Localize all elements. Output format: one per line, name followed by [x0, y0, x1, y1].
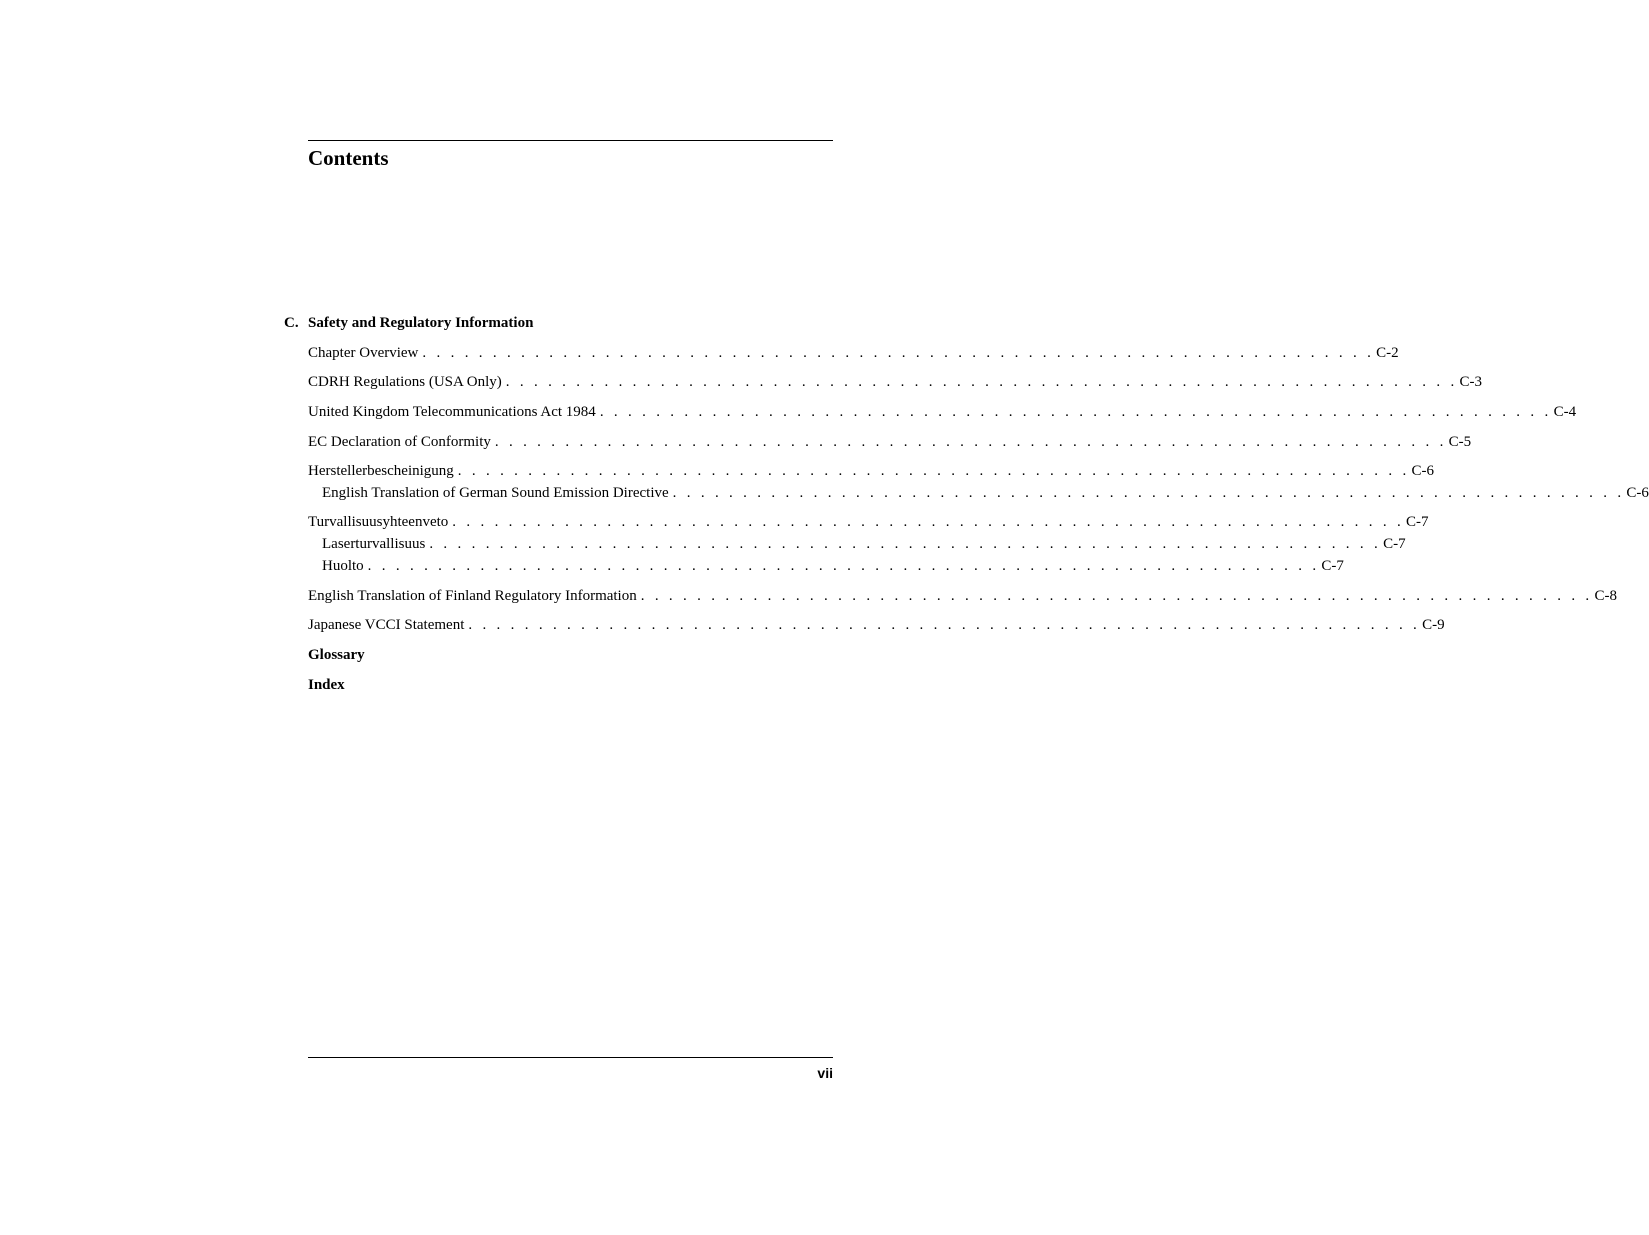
toc-entry-herstellerbescheinigung[interactable]	[308, 462, 1435, 480]
toc-entry-finland-regulatory[interactable]	[308, 587, 1617, 605]
dot-leader: . . . . . . . . . . . . . . . . . . . . . . . . . . . . . . . . . . . . . . . . . . . . . . . . . . . . . . . . . . . . . . . . . . . .	[457, 463, 1410, 479]
toc-entry-label: Laserturvallisuus	[322, 536, 426, 552]
toc-entry-uk-telecommunications-act[interactable]	[308, 403, 1577, 421]
dot-leader: . . . . . . . . . . . . . . . . . . . . . . . . . . . . . . . . . . . . . . . . . . . . . . . . . . . . . . . . . . . . . . . . . . . .	[367, 558, 1320, 574]
toc-entry-huolto[interactable]	[322, 557, 1344, 575]
toc-entry-label: Turvallisuusyhteenveto	[308, 514, 449, 530]
toc-entry-cdrh-regulations[interactable]	[308, 373, 1483, 391]
dot-leader: . . . . . . . . . . . . . . . . . . . . . . . . . . . . . . . . . . . . . . . . . . . . . . . . . . . . . . . . . . . . . . . . . . . .	[422, 345, 1375, 361]
toc-entry-label: Huolto	[322, 558, 364, 574]
dot-leader: . . . . . . . . . . . . . . . . . . . . . . . . . . . . . . . . . . . . . . . . . . . . . . . . . . . . . . . . . . . . . . . . . . . .	[599, 404, 1552, 420]
chapter-heading[interactable]	[284, 314, 533, 332]
toc-entry-page: C-3	[1459, 374, 1483, 390]
toc-entry-label: EC Declaration of Conformity	[308, 434, 491, 450]
chapter-letter: C.	[284, 315, 299, 331]
top-rule	[308, 140, 833, 141]
dot-leader: . . . . . . . . . . . . . . . . . . . . . . . . . . . . . . . . . . . . . . . . . . . . . . . . . . . . . . . . . . . . . . . . . . . .	[452, 514, 1405, 530]
bottom-rule	[308, 1057, 833, 1058]
page-title: Contents	[308, 146, 389, 170]
toc-entry-index[interactable]: Index	[308, 677, 345, 693]
dot-leader: . . . . . . . . . . . . . . . . . . . . . . . . . . . . . . . . . . . . . . . . . . . . . . . . . . . . . . . . . . . . . . . . . . . .	[429, 536, 1382, 552]
dot-leader: . . . . . . . . . . . . . . . . . . . . . . . . . . . . . . . . . . . . . . . . . . . . . . . . . . . . . . . . . . . . . . . . . . . .	[505, 374, 1458, 390]
toc-entry-page: C-8	[1594, 588, 1617, 604]
toc-entry-ec-declaration[interactable]	[308, 433, 1472, 451]
page-number: vii	[817, 1065, 833, 1081]
toc-entry-chapter-overview[interactable]	[308, 344, 1399, 362]
toc-entry-page: C-9	[1422, 617, 1445, 633]
toc-entry-page: C-5	[1448, 434, 1472, 450]
toc-entry-german-sound-emission[interactable]	[322, 484, 1649, 502]
toc-entry-page: C-6	[1626, 485, 1649, 501]
toc-entry-label: Chapter Overview	[308, 345, 419, 361]
toc-entry-glossary[interactable]: Glossary	[308, 647, 365, 663]
toc-entry-page: C-2	[1376, 345, 1399, 361]
toc-entry-page: C-6	[1411, 463, 1435, 479]
toc-entry-page: C-4	[1553, 404, 1577, 420]
dot-leader: . . . . . . . . . . . . . . . . . . . . . . . . . . . . . . . . . . . . . . . . . . . . . . . . . . . . . . . . . . . . . . . . . . . .	[672, 485, 1625, 501]
toc-entry-page: C-7	[1406, 514, 1429, 530]
chapter-title: Safety and Regulatory Information	[308, 315, 534, 331]
toc-entry-label: United Kingdom Telecommunications Act 1984	[308, 404, 596, 420]
dot-leader: . . . . . . . . . . . . . . . . . . . . . . . . . . . . . . . . . . . . . . . . . . . . . . . . . . . . . . . . . . . . . . . . . . . .	[468, 617, 1421, 633]
toc-entry-page: C-7	[1383, 536, 1406, 552]
toc-entry-label: Japanese VCCI Statement	[308, 617, 465, 633]
toc-entry-turvallisuusyhteenveto[interactable]	[308, 513, 1429, 531]
toc-entry-label: English Translation of Finland Regulatory Information	[308, 588, 637, 604]
dot-leader: . . . . . . . . . . . . . . . . . . . . . . . . . . . . . . . . . . . . . . . . . . . . . . . . . . . . . . . . . . . . . . . . . . . .	[640, 588, 1593, 604]
dot-leader: . . . . . . . . . . . . . . . . . . . . . . . . . . . . . . . . . . . . . . . . . . . . . . . . . . . . . . . . . . . . . . . . . . . .	[494, 434, 1447, 450]
toc-entry-label: Herstellerbescheinigung	[308, 463, 454, 479]
toc-entry-label: English Translation of German Sound Emission Directive	[322, 485, 669, 501]
toc-entry-page: C-7	[1321, 558, 1344, 574]
toc-entry-japanese-vcci[interactable]	[308, 616, 1445, 634]
toc-entry-label: CDRH Regulations (USA Only)	[308, 374, 502, 390]
toc-entry-laserturvallisuus[interactable]	[322, 535, 1406, 553]
